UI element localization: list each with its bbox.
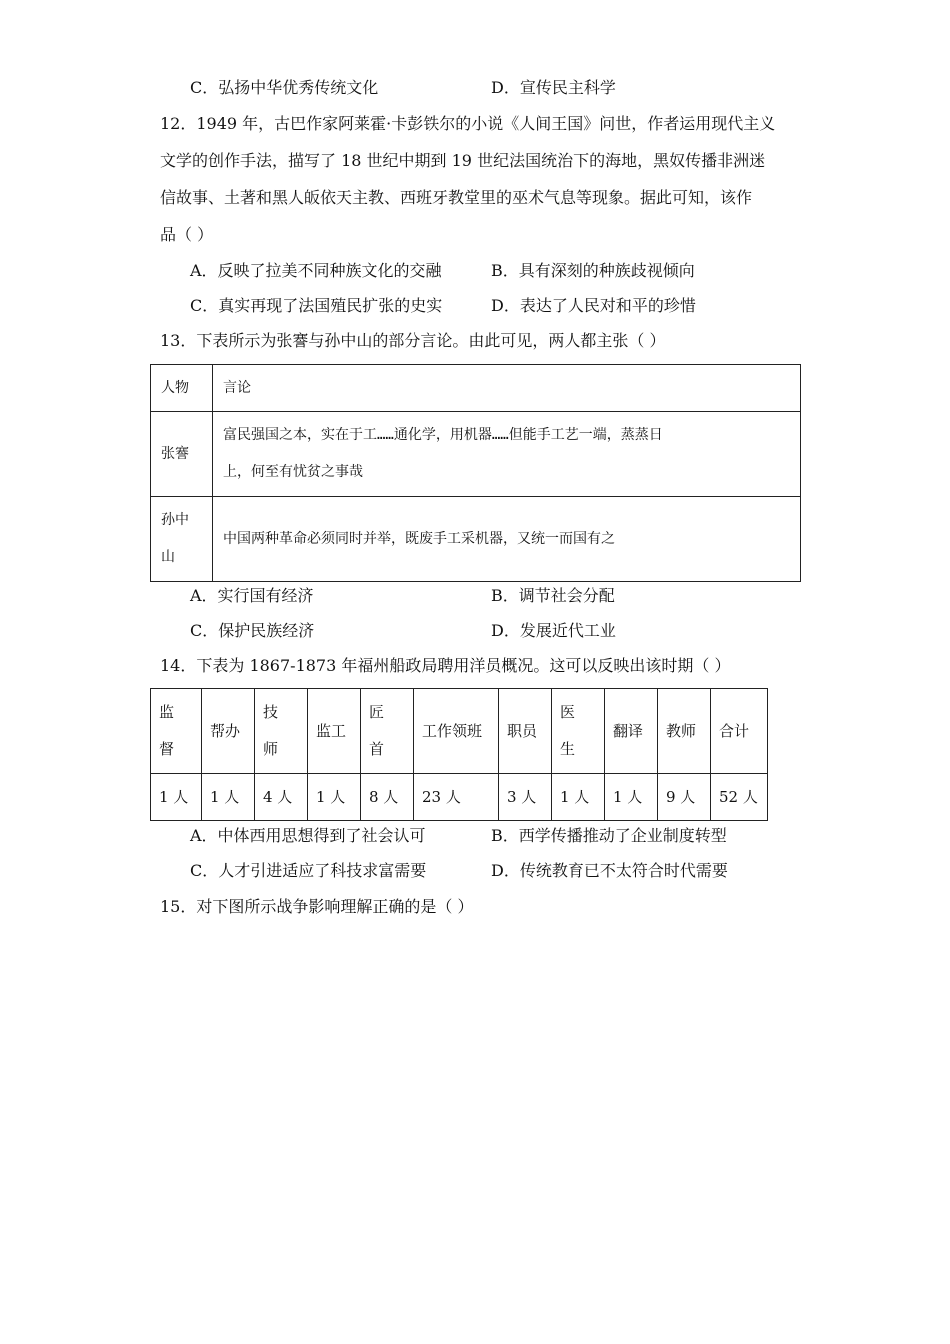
table-cell: 52 人 xyxy=(711,774,768,821)
table-header-row xyxy=(151,365,801,412)
table-cell: 4 人 xyxy=(255,774,308,821)
q13-option-a: A．实行国有经济 xyxy=(190,586,314,605)
header-line: 监 xyxy=(159,703,175,721)
header-line: 生 xyxy=(560,740,576,758)
table-cell: 中国两种革命必须同时并举，既废手工采机器，又统一而国有之 xyxy=(213,497,801,582)
table-cell xyxy=(213,412,801,497)
header-line: 技 xyxy=(263,703,279,721)
table-cell xyxy=(552,689,605,774)
q12-stem-line-4: 品（ ） xyxy=(160,225,214,244)
quote-line: 富民强国之本，实在于工……通化学，用机器……但能手工艺一端，蒸蒸日 xyxy=(223,427,663,443)
header-line: 师 xyxy=(263,740,279,758)
table-cell: 人物 xyxy=(151,365,213,412)
q12-option-c: C．真实再现了法国殖民扩张的史实 xyxy=(190,296,443,315)
q12-option-a: A．反映了拉美不同种族文化的交融 xyxy=(190,261,442,280)
table-cell xyxy=(361,689,414,774)
q13-option-c: C．保护民族经济 xyxy=(190,621,315,640)
q12-stem-line-3: 信故事、土著和黑人皈依天主教、西班牙教堂里的巫术气息等现象。据此可知，该作 xyxy=(160,188,753,207)
table-cell: 帮办 xyxy=(202,689,255,774)
table-cell: 翻译 xyxy=(605,689,658,774)
q14-option-d: D．传统教育已不太符合时代需要 xyxy=(491,861,728,880)
q12-option-b: B．具有深刻的种族歧视倾向 xyxy=(491,261,695,280)
quote-line: 上，何至有忧贫之事哉 xyxy=(223,464,363,480)
q12-stem-line-1: 12．1949 年，古巴作家阿莱霍·卡彭铁尔的小说《人间王国》问世，作者运用现代主义 xyxy=(160,114,776,133)
q13-quote-table xyxy=(150,364,801,582)
table-row xyxy=(151,774,768,821)
table-cell: 1 人 xyxy=(605,774,658,821)
table-cell: 言论 xyxy=(213,365,801,412)
q14-option-b: B．西学传播推动了企业制度转型 xyxy=(491,826,727,845)
table-cell: 张謇 xyxy=(151,412,213,497)
table-row xyxy=(151,412,801,497)
q15-stem: 15．对下图所示战争影响理解正确的是（ ） xyxy=(160,897,474,916)
q12-option-d: D．表达了人民对和平的珍惜 xyxy=(491,296,696,315)
table-cell xyxy=(151,689,202,774)
q14-option-c: C．人才引进适应了科技求富需要 xyxy=(190,861,427,880)
table-cell: 9 人 xyxy=(658,774,711,821)
q13-stem: 13．下表所示为张謇与孙中山的部分言论。由此可见，两人都主张（ ） xyxy=(160,331,666,350)
table-cell: 监工 xyxy=(308,689,361,774)
table-cell xyxy=(255,689,308,774)
q14-stem: 14．下表为 1867-1873 年福州船政局聘用洋员概况。这可以反映出该时期（ ） xyxy=(160,656,731,675)
table-cell: 工作领班 xyxy=(414,689,499,774)
table-cell: 教师 xyxy=(658,689,711,774)
table-header-row xyxy=(151,689,768,774)
table-cell: 合计 xyxy=(711,689,768,774)
header-line: 医 xyxy=(560,703,576,721)
table-cell: 1 人 xyxy=(308,774,361,821)
q14-staff-table xyxy=(150,688,768,821)
table-cell: 8 人 xyxy=(361,774,414,821)
table-cell xyxy=(151,497,213,582)
q13-option-d: D．发展近代工业 xyxy=(491,621,616,640)
header-line: 首 xyxy=(369,740,385,758)
table-cell: 23 人 xyxy=(414,774,499,821)
q12-stem-line-2: 文学的创作手法，描写了 18 世纪中期到 19 世纪法国统治下的海地，黑奴传播非洲迷 xyxy=(160,151,766,170)
person-line: 山 xyxy=(161,549,175,565)
table-cell: 1 人 xyxy=(202,774,255,821)
q11-option-c: C．弘扬中华优秀传统文化 xyxy=(190,78,379,97)
table-cell: 3 人 xyxy=(499,774,552,821)
table-cell: 1 人 xyxy=(151,774,202,821)
header-line: 督 xyxy=(159,740,175,758)
table-row xyxy=(151,497,801,582)
q14-option-a: A．中体西用思想得到了社会认可 xyxy=(190,826,426,845)
person-line: 孙中 xyxy=(161,512,189,528)
q11-option-d: D．宣传民主科学 xyxy=(491,78,616,97)
table-cell: 职员 xyxy=(499,689,552,774)
header-line: 匠 xyxy=(369,703,385,721)
q13-option-b: B．调节社会分配 xyxy=(491,586,615,605)
table-cell: 1 人 xyxy=(552,774,605,821)
